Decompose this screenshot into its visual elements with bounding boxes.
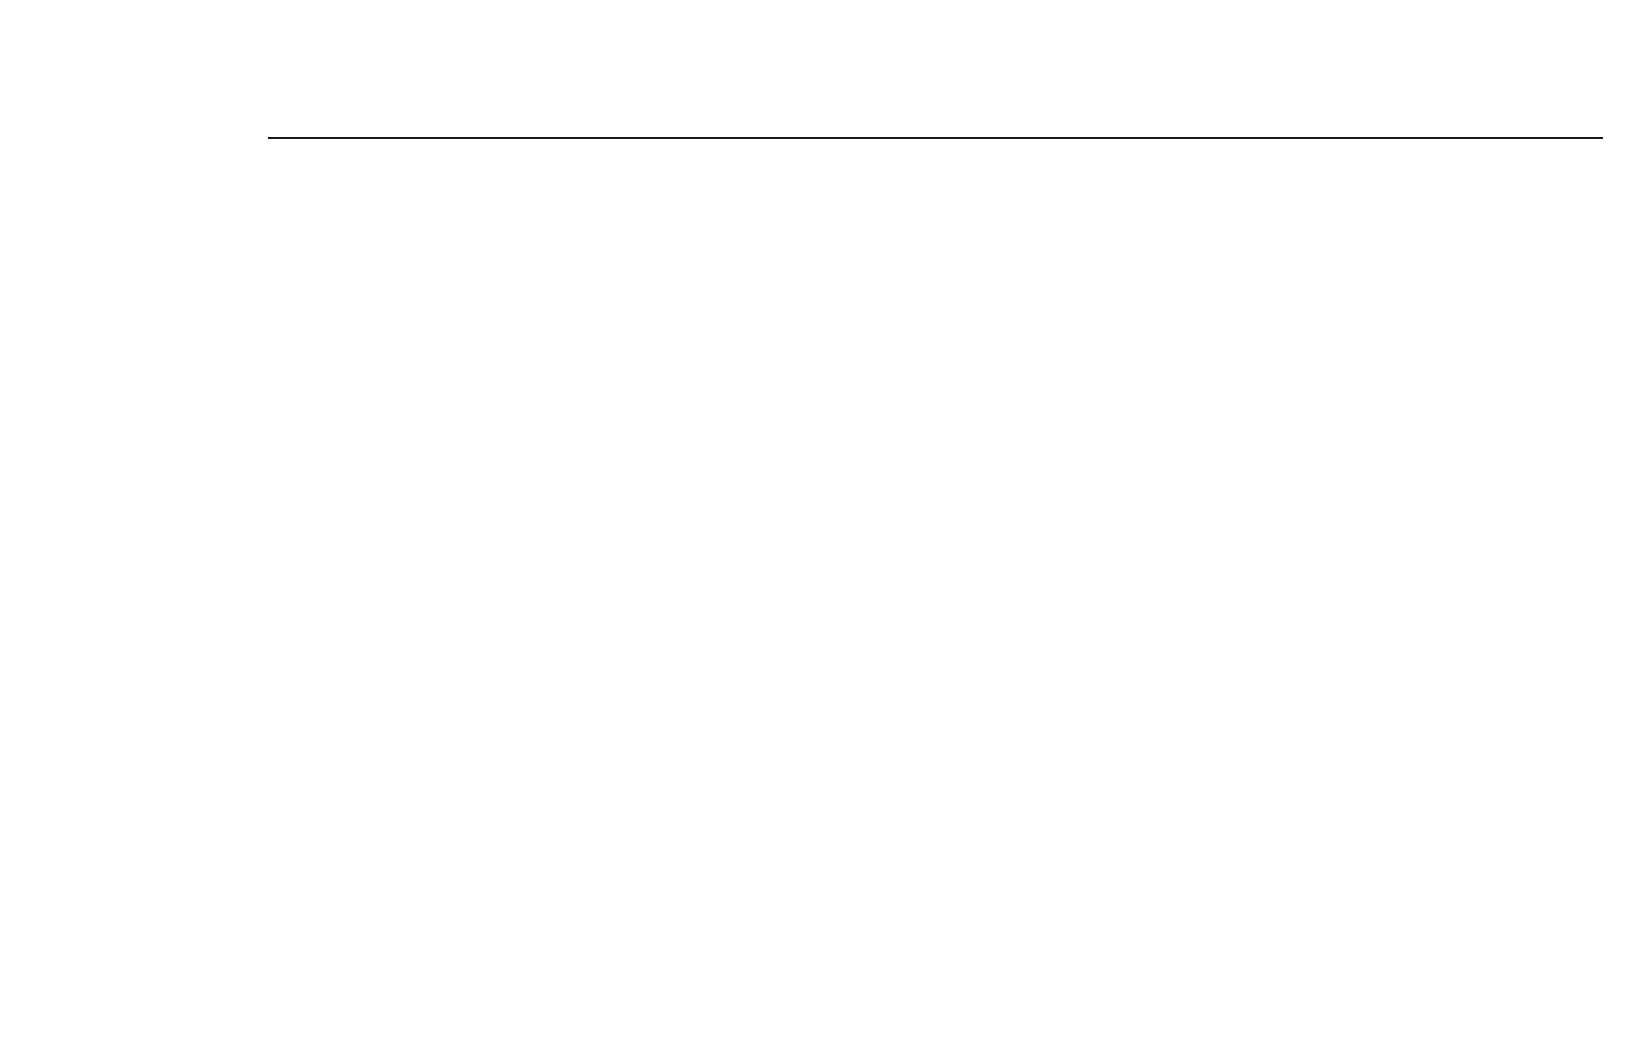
year-header-row <box>0 110 1631 140</box>
header-rule <box>268 137 1603 139</box>
